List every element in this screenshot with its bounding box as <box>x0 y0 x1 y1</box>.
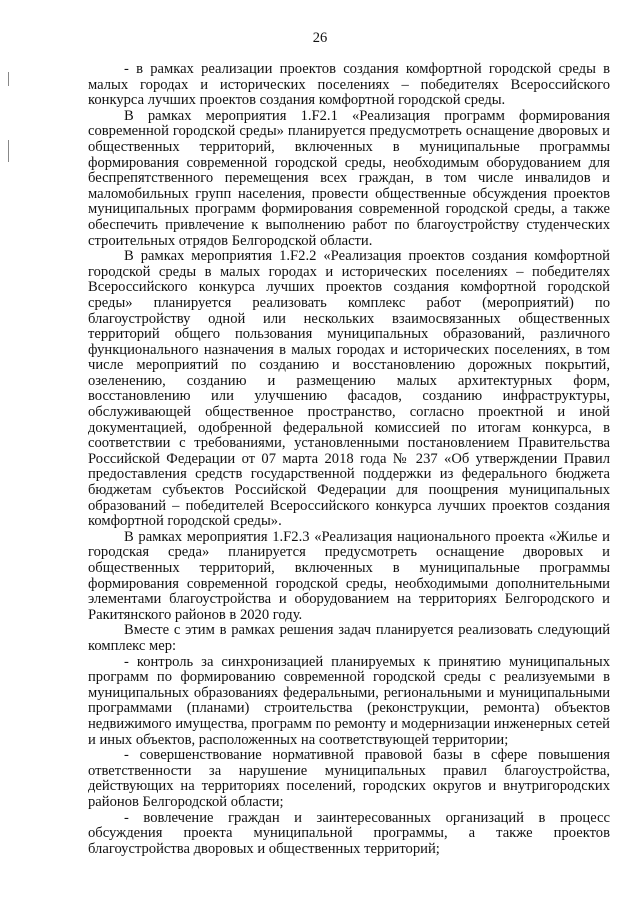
paragraph-measure-1f2-1: В рамках мероприятия 1.F2.1 «Реализация программ формирования современной городской среды» планируется предусмотреть оснащение дворовых и общественных территорий, включенных в муниципальные программы формирования современной городской среды, необходимым оборудованием для беспрепятственного перемещения всех граждан, в том числе инвалидов и маломобильных групп населения, провести общественные обсуждения проектов муниципальных программ формирования современной городской среды, а также обеспечить привлечение к выполнению работ по благоустройству студенческих строительных отрядов Белгородской области. <box>88 107 610 249</box>
paragraph-bullet-program-sync: - контроль за синхронизацией планируемых к принятию муниципальных программ по формированию современной городской среды с реализуемыми в муниципальных образованиях федеральными, региональными и муниципальными программами (планами) строительства (реконструкции, ремонта) объектов недвижимого имущества, программ по ремонту и модернизации инженерных сетей и иных объектов, расположенных на соответствующей территории; <box>88 653 610 748</box>
paragraph-bullet-citizen-involvement: - вовлечение граждан и заинтересованных организаций в процесс обсуждения проекта муниципальной программы, а также проектов благоустройства дворовых и общественных территорий; <box>88 809 610 857</box>
scan-margin-mark-middle <box>8 140 9 162</box>
document-body <box>88 62 610 857</box>
paragraph-bullet-comfort-environment: - в рамках реализации проектов создания комфортной городской среды в малых городах и исторических поселениях – победителях Всероссийского конкурса лучших проектов создания комфортной городской среды. <box>88 61 610 109</box>
paragraph-measures-intro: Вместе с этим в рамках решения задач планируется реализовать следующий комплекс мер: <box>88 622 610 654</box>
page-number: 26 <box>312 30 328 46</box>
paragraph-bullet-regulation: - совершенствование нормативной правовой базы в сфере повышения ответственности за нарушение муниципальных правил благоустройства, действующих на территориях поселений, городских округов и внутригородских районов Белгородской области; <box>88 747 610 810</box>
scan-margin-mark-top <box>8 72 9 86</box>
paragraph-measure-1f2-2: В рамках мероприятия 1.F2.2 «Реализация проектов создания комфортной городской среды в малых городах и исторических поселениях – победителях Всероссийского конкурса лучших проектов создания комфортной городской среды» планируется реализовать комплекс работ (мероприятий) по благоустройству одной или нескольких взаимосвязанных общественных территорий общего пользования муниципальных образований, различного функционального назначения в малых городах и исторических поселениях, в том числе мероприятий по созданию и восстановлению дорожных покрытий, озеленению, созданию и размещению малых архитектурных форм, восстановлению или улучшению фасадов, созданию инфраструктуры, обслуживающей общественное пространство, согласно проектной и иной документацией, одобренной федеральной комиссией по итогам конкурса, в соответствии с требованиями, установленными постановлением Правительства Российской Федерации от 07 марта 2018 года № 237 «Об утверждении Правил предоставления средств государственной поддержки из федерального бюджета бюджетам субъектов Российской Федерации для поощрения муниципальных образований – победителей Всероссийского конкурса лучших проектов создания комфортной городской среды». <box>88 248 610 530</box>
paragraph-measure-1f2-3: В рамках мероприятия 1.F2.3 «Реализация национального проекта «Жилье и городская среда» планируется предусмотреть оснащение дворовых и общественных территорий, включенных в муниципальные программы формирования современной городской среды, необходимыми дополнительными элементами благоустройства и оборудованием на территориях Белгородского и Ракитянского районов в 2020 году. <box>88 528 610 623</box>
